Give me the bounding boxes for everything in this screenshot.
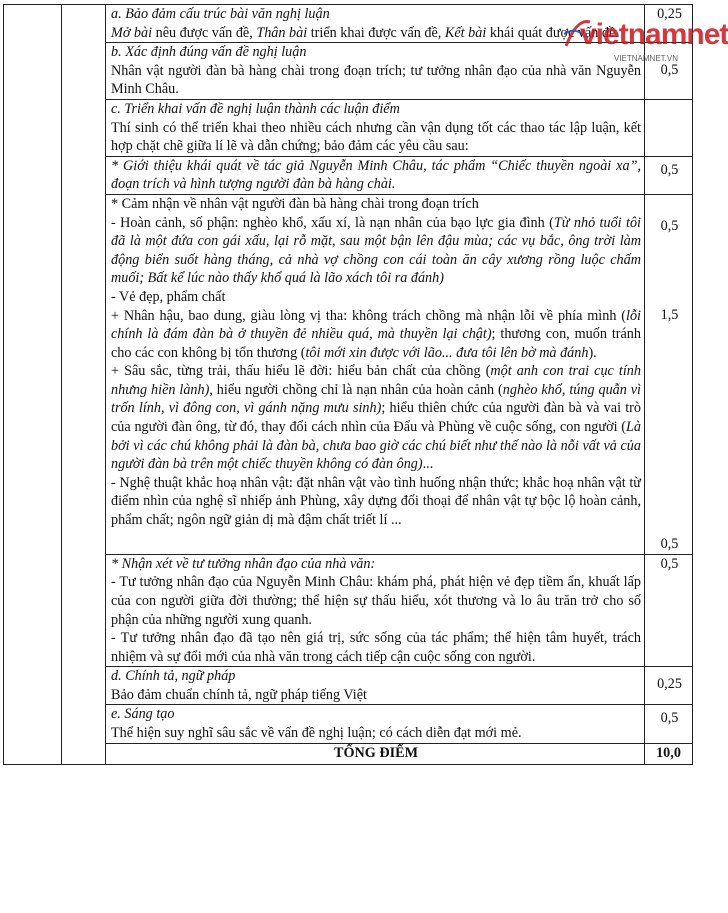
point-quote: Là bởi vì các chú không phải là đàn bà, chưa bao giờ các chú biết như thế nào là nỗi vất vả của người đàn bà trên một chiếc thuyền không có đàn ông) [111, 419, 641, 473]
criterion-text: nêu được vấn đề, [152, 24, 257, 41]
score-cell [645, 194, 693, 554]
criterion-heading: c. Triển khai vấn đề nghị luận thành các luận điểm [111, 100, 400, 117]
point-beauty: - Vẻ đẹp, phẩm chất [111, 288, 226, 305]
score-cell [645, 156, 693, 194]
row-intro [4, 156, 693, 194]
score-value: 0,25 [657, 676, 682, 693]
score-value: 0,5 [660, 710, 679, 727]
score-value: 0,5 [660, 217, 679, 234]
score-value: 0,5 [660, 536, 679, 553]
score-cell [645, 667, 693, 705]
point-text: ; thương con, muốn tránh cho các con không bị tổn thương ( [111, 326, 641, 361]
point-quote: tôi mới xin được với lão... đưa tôi lên bờ mà đánh [305, 344, 589, 361]
row-spelling [4, 667, 693, 705]
total-label: TỔNG ĐIỂM [106, 743, 645, 764]
point-text: + Nhân hậu, bao dung, giàu lòng vị tha: không trách chồng mà nhận lỗi về phía mình ( [111, 307, 627, 324]
criterion-heading: e. Sáng tạo [111, 706, 175, 723]
criterion-text: Bảo đảm chuẩn chính tả, ngữ pháp tiếng Việt [111, 686, 367, 703]
criterion-cell [106, 554, 645, 667]
criterion-heading: b. Xác định đúng vấn đề nghị luận [111, 44, 307, 61]
point-quote: lỗi chính là đám đàn bà ở thuyền đẻ nhiều quá, mà thuyền lại chật) [111, 307, 641, 343]
point-text: ; hiểu thiên chức của người đàn bà và vai trò của người đàn ông, từ đó, thay đổi cách nhìn của Đẩu và Phùng về cuộc sống, con người ( [111, 400, 641, 436]
criterion-term: Kết bài [444, 24, 487, 41]
question-cell [4, 5, 62, 765]
criterion-cell [106, 194, 645, 554]
criterion-term: Mở bài [111, 24, 153, 41]
criterion-cell [106, 99, 645, 156]
point-text: ... [422, 456, 434, 473]
point-quote: Từ nhỏ tuổi tôi đã là một đứa con gái xấu, lại rỗ mặt, sau một bận lên đậu mùa; các vụ bắc, ông trời làm động biển suốt hàng tháng, cả nhà vợ chồng con cái toàn ăn cây xương rồng luộc chấm muối; Bất kể lúc nào thấy khổ quá là lão xách tôi ra đánh) [111, 214, 641, 287]
criterion-text: triển khai được vấn đề, [307, 24, 445, 41]
point-art: - Nghệ thuật khắc hoạ nhân vật: đặt nhân vật vào tình huống nhận thức; khắc hoạ nhân vật từ điểm nhìn của nghệ sĩ nhiếp ảnh Phùng, xây dựng đối thoại để nhân vật tự bộc lộ hoàn cảnh, phẩm chất; ngôn ngữ giản dị mà đậm chất triết lí ... [111, 474, 641, 529]
criterion-cell [106, 705, 645, 743]
criterion-heading: a. Bảo đảm cấu trúc bài văn nghị luận [111, 6, 330, 22]
logo-sub: VIETNAMNET.VN [614, 54, 679, 63]
criterion-heading: * Nhận xét về tư tưởng nhân đạo của nhà văn: [111, 555, 376, 572]
criterion-heading: d. Chính tả, ngữ pháp [111, 668, 236, 685]
row-develop [4, 99, 693, 156]
row-character [4, 194, 693, 554]
criterion-text: * Giới thiệu khái quát về tác giả Nguyễn Minh Châu, tác phẩm “Chiếc thuyền ngoài xa”, đoạn trích và hình tượng người đàn bà hàng chài. [111, 157, 641, 193]
score-value: 0,5 [660, 161, 679, 178]
point-text: - Hoàn cảnh, số phận: nghèo khổ, xấu xí, là nạn nhân của bạo lực gia đình ( [111, 214, 554, 231]
point-text: , hiểu người chồng chỉ là nạn nhân của hoàn cảnh ( [209, 381, 503, 398]
vietnamnet-watermark [562, 14, 728, 70]
criterion-cell [106, 667, 645, 705]
logo-word: vietnamnet [580, 18, 728, 51]
score-cell: 0,25 [645, 5, 693, 43]
criterion-cell [106, 156, 645, 194]
point-text: - Tư tưởng nhân đạo đã tạo nên giá trị, sức sống của tác phẩm; thể hiện tâm huyết, trách nhiệm và sự đổi mới của nhà văn trong cách tiếp cận cuộc sống con người. [111, 630, 641, 665]
row-humanism [4, 554, 693, 667]
row-total [4, 743, 693, 764]
criterion-heading: * Cảm nhận về nhân vật người đàn bà hàng chài trong đoạn trích [111, 195, 479, 212]
point-text: ). [588, 344, 597, 361]
score-cell [645, 705, 693, 743]
score-value: 1,5 [660, 306, 679, 323]
grading-table [3, 4, 693, 765]
criterion-text: Thí sinh có thể triển khai theo nhiều cách nhưng cần vận dụng tốt các thao tác lập luận, kết hợp chặt chẽ giữa lí lẽ và dẫn chứng; bảo đảm các yêu cầu sau: [111, 119, 641, 155]
criterion-text: khái quát được vấn đề. [486, 24, 619, 41]
row-creativity [4, 705, 693, 743]
score-cell [645, 99, 693, 156]
point-kindness [111, 307, 641, 363]
criterion-text: Thể hiện suy nghĩ sâu sắc về vấn đề nghị luận; có cách diễn đạt mới mẻ. [111, 725, 522, 742]
score-cell: 0,5 [645, 554, 693, 667]
criterion-text: Nhân vật người đàn bà hàng chài trong đoạn trích; tư tưởng nhân đạo của nhà văn Nguyễn Minh Châu. [111, 62, 641, 98]
point-quote: một anh con trai cục tính nhưng hiền lành) [111, 363, 641, 398]
point-text: + Sâu sắc, từng trải, thấu hiểu lẽ đời: hiểu bản chất của chồng ( [111, 363, 491, 380]
score-value: 0,5 [660, 62, 679, 79]
point-circumstance [111, 214, 641, 288]
point-text: - Tư tưởng nhân đạo của Nguyễn Minh Châu: khám phá, phát hiện vẻ đẹp tiềm ẩn, khuất lấp của con người giữa đời thường; thể hiện sự thấu hiểu, xót thương và lo âu trăn trở cho số phận của những người xung quanh. [111, 574, 641, 628]
point-quote: nghèo khổ, túng quẫn vì trốn lính, vì đông con, vì gánh nặng mưu sinh) [111, 381, 642, 417]
sub-question-cell [62, 5, 106, 765]
total-score: 10,0 [645, 743, 693, 764]
point-wisdom [111, 362, 641, 474]
criterion-term: Thân bài [256, 24, 308, 41]
